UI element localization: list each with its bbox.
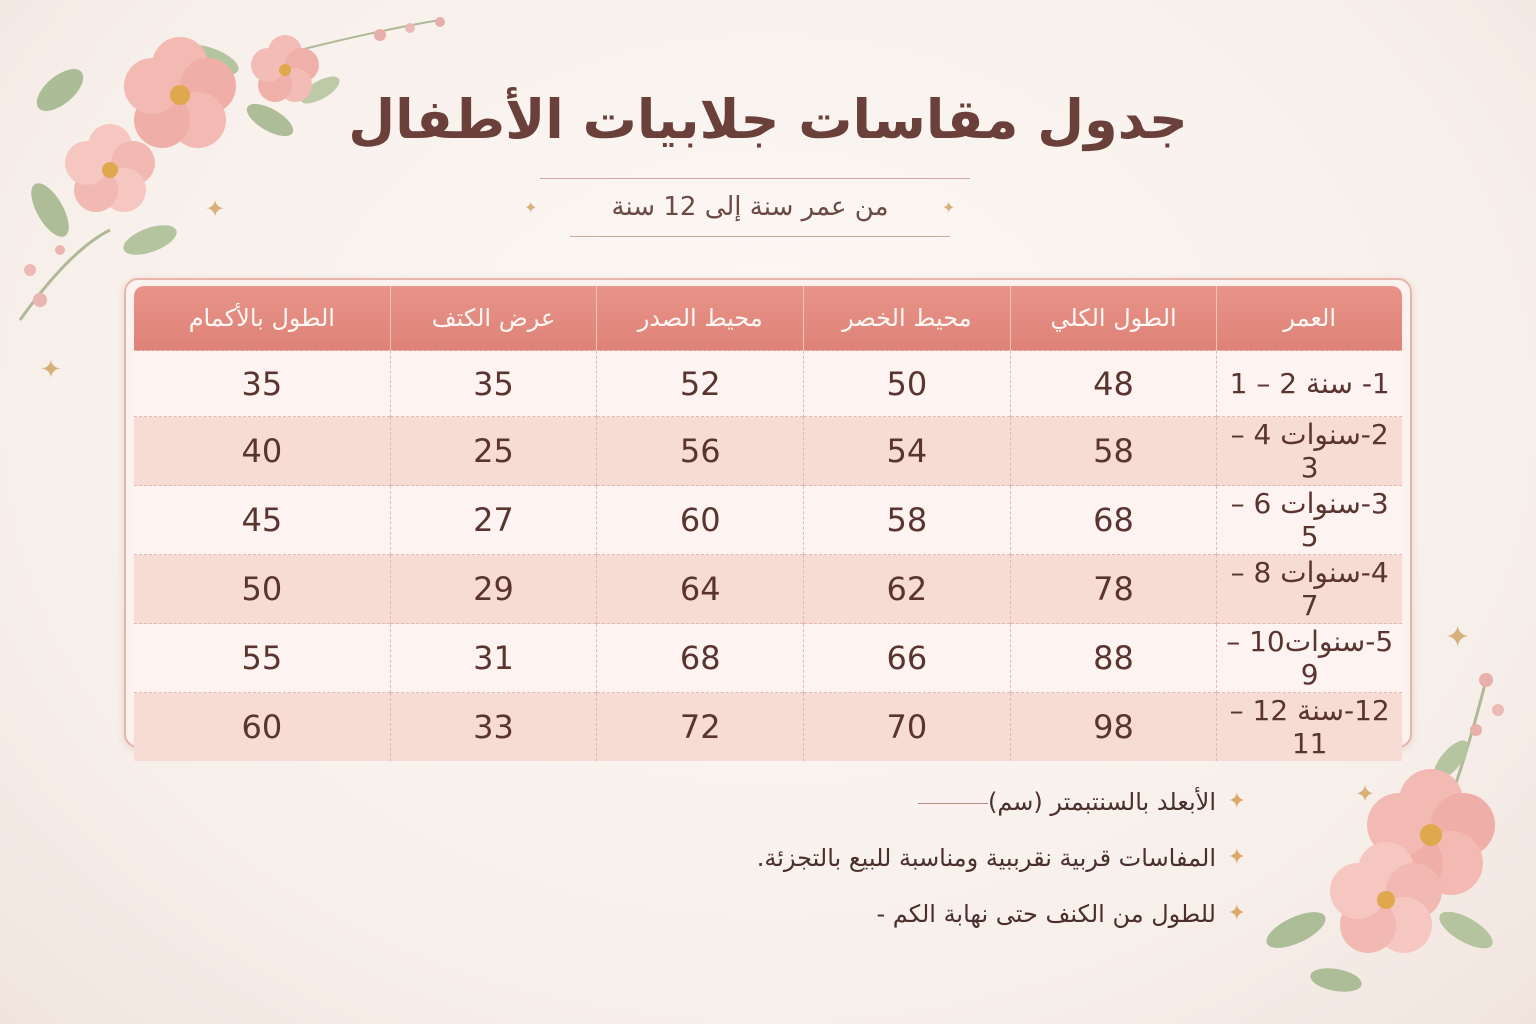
table-cell: 3-سنوات 6 – 5 [1217, 486, 1402, 555]
table-cell: 50 [134, 555, 390, 624]
size-table-frame [124, 278, 1412, 760]
subtitle: من عمر سنة إلى 12 سنة [611, 192, 889, 222]
table-cell: 45 [134, 486, 390, 555]
table-cell: 68 [1010, 486, 1217, 555]
sparkle-icon: ✦ [1445, 620, 1471, 655]
table-cell: 66 [804, 624, 1011, 693]
table-cell: 50 [804, 351, 1011, 417]
note-item [646, 780, 1246, 836]
subtitle-block [524, 178, 970, 238]
sparkle-bullet-icon: ✦ [1227, 845, 1246, 870]
size-table [134, 286, 1402, 761]
sparkle-icon: ✦ [1355, 780, 1376, 808]
table-cell: 64 [597, 555, 804, 624]
sparkle-bullet-icon: ✦ [1227, 789, 1246, 814]
column-header-chest: محيط الصدر [597, 286, 804, 351]
table-cell: 33 [390, 693, 597, 762]
table-cell: 60 [134, 693, 390, 762]
column-header-waist: محيط الخصر [804, 286, 1011, 351]
table-cell: 48 [1010, 351, 1217, 417]
table-cell: 88 [1010, 624, 1217, 693]
table-cell: 29 [390, 555, 597, 624]
table-row [134, 693, 1402, 762]
table-row [134, 555, 1402, 624]
note-underline [918, 803, 988, 804]
table-cell: 68 [597, 624, 804, 693]
table-cell: 70 [804, 693, 1011, 762]
table-cell: 27 [390, 486, 597, 555]
note-item [646, 892, 1246, 948]
table-row [134, 351, 1402, 417]
sparkle-icon: ✦ [524, 198, 538, 217]
column-header-sleeve-length: الطول بالأكمام [134, 286, 390, 351]
table-cell: 98 [1010, 693, 1217, 762]
notes-list [646, 780, 1246, 948]
table-header-row [134, 286, 1402, 351]
table-cell: 78 [1010, 555, 1217, 624]
table-cell: 56 [597, 417, 804, 486]
table-cell: 72 [597, 693, 804, 762]
table-cell: 62 [804, 555, 1011, 624]
note-text: الأبعلد بالسنتبمتر (سم) [987, 788, 1216, 816]
note-text: للطول من الكنف حتى نهابة الكم - [876, 900, 1216, 928]
table-cell: 1- سنة 2 – 1 [1217, 351, 1402, 417]
column-header-total-length: الطول الكلي [1010, 286, 1217, 351]
sparkle-icon: ✦ [205, 195, 226, 223]
page-title: جدول مقاسات جلابيات الأطفال [348, 88, 1188, 151]
note-item [646, 836, 1246, 892]
table-cell: 54 [804, 417, 1011, 486]
table-cell: 4-سنوات 8 – 7 [1217, 555, 1402, 624]
table-row [134, 417, 1402, 486]
column-header-age: العمر [1217, 286, 1402, 351]
sparkle-bullet-icon: ✦ [1227, 901, 1246, 926]
table-row [134, 486, 1402, 555]
table-row [134, 624, 1402, 693]
divider [570, 236, 950, 237]
table-cell: 52 [597, 351, 804, 417]
note-text: المفاسات قربية نقرببية ومناسبة للبيع بالتجزئة. [756, 844, 1216, 872]
divider [540, 178, 970, 179]
table-cell: 25 [390, 417, 597, 486]
column-header-shoulder-width: عرض الكتف [390, 286, 597, 351]
table-cell: 55 [134, 624, 390, 693]
table-cell: 40 [134, 417, 390, 486]
table-cell: 58 [1010, 417, 1217, 486]
table-cell: 5-سنوات10 – 9 [1217, 624, 1402, 693]
table-cell: 35 [390, 351, 597, 417]
table-cell: 31 [390, 624, 597, 693]
table-cell: 35 [134, 351, 390, 417]
table-cell: 2-سنوات 4 – 3 [1217, 417, 1402, 486]
sparkle-icon: ✦ [40, 355, 62, 385]
table-cell: 12-سنة 12 – 11 [1217, 693, 1402, 762]
table-cell: 58 [804, 486, 1011, 555]
table-cell: 60 [597, 486, 804, 555]
sparkle-icon: ✦ [942, 198, 956, 217]
